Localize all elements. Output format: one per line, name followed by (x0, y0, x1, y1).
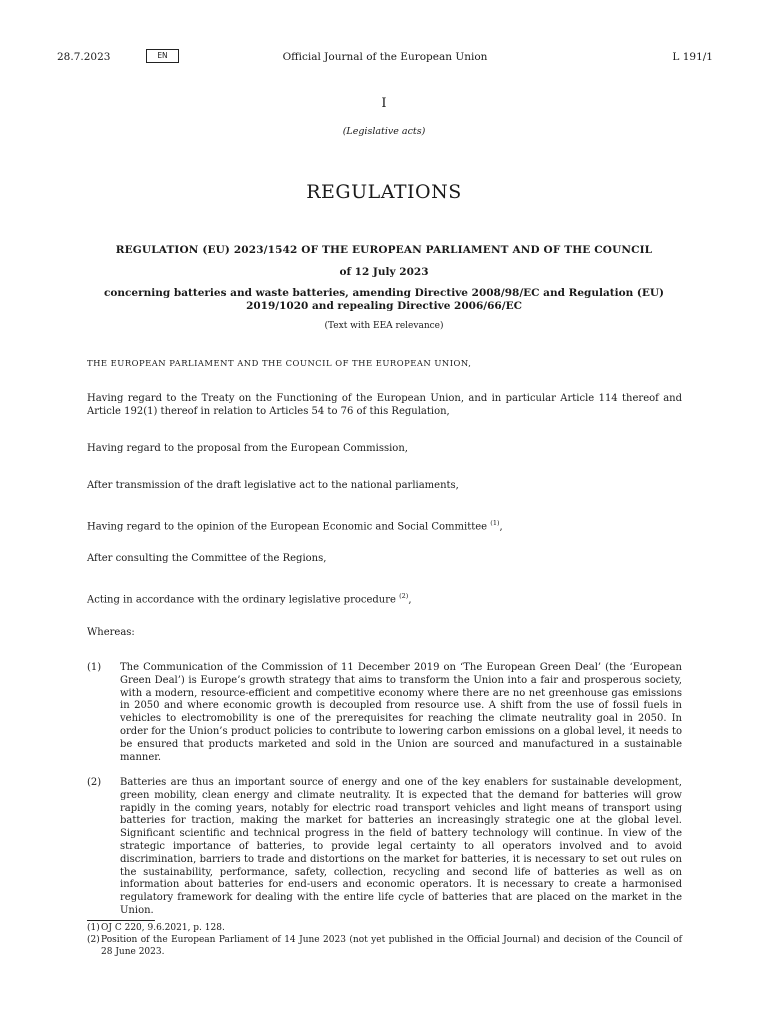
citation-procedure-text: Acting in accordance with the ordinary legislative procedure (87, 594, 396, 606)
citation-procedure-end: , (408, 594, 412, 606)
regulation-subject-line-2: 2019/1020 and repealing Directive 2006/66/EC (246, 300, 522, 312)
citation-eesc-end: , (499, 521, 503, 533)
citation-regions: After consulting the Committee of the Regions, (87, 553, 327, 564)
recital-number: (2) (87, 777, 102, 788)
section-subtitle: (Legislative acts) (342, 126, 426, 137)
regulation-date: of 12 July 2023 (339, 266, 429, 278)
recital-text: The Communication of the Commission of 11 December 2019 on ‘The European Green Deal’ (the ‘European Green Deal’) is Europe’s growth strategy that aims to transform the Union into a fair and prosperous society, with a modern, resource-efficient and competitive economy where there are no net greenhouse gas emissions in 2050 and where economic growth is decoupled from resource use. A shift from the use of fossil fuels in vehicles to electromobility is one of the prerequisites for reaching the climate neutrality goal in 2050. In order for the Union’s product policies to contribute to lowering carbon emissions on a global level, it needs to be ensured that products marketed and sold in the Union are sourced and manufactured in a sustainable manner. (120, 662, 682, 763)
recital-number: (1) (87, 662, 102, 673)
recital (87, 777, 682, 918)
language-badge: EN (146, 49, 179, 63)
citation-treaty: Having regard to the Treaty on the Functioning of the European Union, and in particular Article 114 thereof and Article 192(1) thereof in relation to Articles 54 to 76 of this Regulation, (87, 393, 682, 417)
preamble-intro: THE EUROPEAN PARLIAMENT AND THE COUNCIL OF THE EUROPEAN UNION, (87, 358, 472, 368)
footnote-ref-2[interactable]: (2) (399, 592, 409, 600)
publication-date: 28.7.2023 (57, 51, 111, 63)
citation-proposal: Having regard to the proposal from the European Commission, (87, 443, 408, 454)
eea-relevance: (Text with EEA relevance) (324, 321, 444, 331)
footnote (87, 923, 682, 935)
footnote-mark: (1) (87, 923, 100, 933)
citation-eesc (87, 517, 682, 534)
footnote-text: OJ C 220, 9.6.2021, p. 128. (101, 923, 225, 933)
footnote (87, 935, 682, 958)
recital-text: Batteries are thus an important source of energy and one of the key enablers for sustainable development, green mobility, clean energy and climate neutrality. It is expected that the demand for batteries will grow rapidly in the coming years, notably for electric road transport vehicles and light means of transport using batteries for traction, making the market for batteries an increasingly strategic one at the global level. Significant scientific and technical progress in the field of battery technology will continue. In view of the strategic importance of batteries, to provide legal certainty to all operators involved and to avoid discrimination, barriers to trade and distortions on the market for batteries, it is necessary to set out rules on the sustainability, performance, safety, collection, recycling and second life of batteries as well as on information about batteries for end-users and economic operators. It is necessary to create a harmonised regulatory framework for dealing with the entire life cycle of batteries that are placed on the market in the Union. (120, 777, 682, 916)
journal-header (57, 51, 713, 67)
citation-transmission: After transmission of the draft legislative act to the national parliaments, (87, 480, 459, 491)
footnote-mark: (2) (87, 935, 100, 945)
footnote-ref-1[interactable]: (1) (490, 519, 500, 527)
regulation-subject-line-1: concerning batteries and waste batteries, amending Directive 2008/98/EC and Regulation (EU) (103, 287, 665, 299)
journal-title: Official Journal of the European Union (282, 51, 488, 63)
footnote-text: Position of the European Parliament of 14 June 2023 (not yet published in the Official Journal) and decision of the Council of 28 June 2023. (101, 935, 682, 957)
recital (87, 662, 682, 764)
section-numeral: I (381, 96, 387, 111)
regulation-title: REGULATION (EU) 2023/1542 OF THE EUROPEAN PARLIAMENT AND OF THE COUNCIL (115, 244, 653, 256)
journal-reference: L 191/1 (672, 51, 713, 63)
whereas-label: Whereas: (87, 627, 135, 638)
regulation-subject (0, 287, 768, 313)
footnote-divider (87, 920, 155, 921)
citation-procedure (87, 590, 682, 607)
section-title: REGULATIONS (306, 181, 462, 203)
citation-eesc-text: Having regard to the opinion of the European Economic and Social Committee (87, 521, 488, 533)
